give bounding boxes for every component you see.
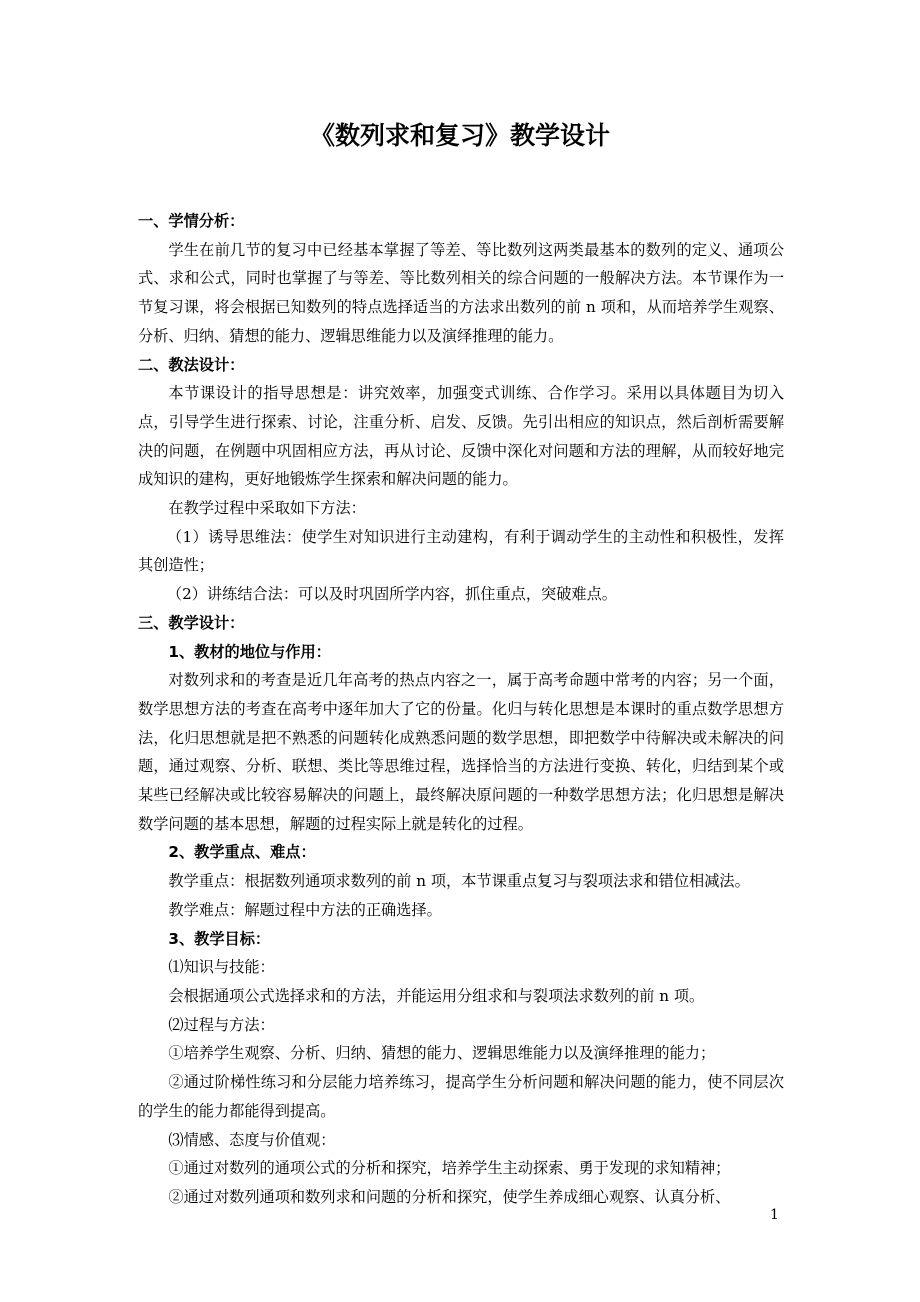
subheading-key-points: 2、教学重点、难点： xyxy=(168,843,316,862)
objective-attitude-heading: ⑶情感、态度与价值观： xyxy=(168,1130,336,1149)
objective-knowledge-text: 会根据通项公式选择求和的方法，并能运用分组求和与裂项法求数列的前 n 项。 xyxy=(168,986,705,1005)
paragraph-difficult-point: 教学难点：解题过程中方法的正确选择。 xyxy=(168,900,442,919)
paragraph-method-2: （2）讲练结合法：可以及时巩固所学内容，抓住重点，突破难点。 xyxy=(166,585,617,604)
objective-attitude-item-2: ②通过对数列通项和数列求和问题的分析和探究，使学生养成细心观察、认真分析、 xyxy=(168,1187,731,1206)
paragraph-teaching-method: 本节课设计的指导思想是：讲究效率，加强变式训练、合作学习。采用以具体题目为切入点，引导学生进行探索、讨论，注重分析、启发、反馈。先引出相应的知识点，然后剖析需要解决的问题，在例题中巩固相应方法，再从讨论、反馈中深化对问题和方法的理解，从而较好地完成知识的建构，更好地锻炼学生探索和解决问题的能力。 xyxy=(138,384,784,489)
section-heading-1: 一、学情分析： xyxy=(138,212,245,230)
objective-knowledge-heading: ⑴知识与技能： xyxy=(168,958,275,977)
objective-attitude-item-1: ①通过对数列的通项公式的分析和探究，培养学生主动探索、勇于发现的求知精神； xyxy=(168,1159,731,1178)
paragraph-key-point: 教学重点：根据数列通项求数列的前 n 项，本节课重点复习与裂项法求和错位相减法。 xyxy=(168,872,750,891)
section-heading-2: 二、教法设计： xyxy=(138,355,245,374)
paragraph-method-1: （1）诱导思维法：使学生对知识进行主动建构，有利于调动学生的主动性和积极性，发挥其创造性； xyxy=(138,527,784,575)
section-heading-3: 三、教学设计： xyxy=(138,613,245,632)
paragraph-methods-intro: 在教学过程中采取如下方法： xyxy=(168,499,366,518)
paragraph-student-analysis: 学生在前几节的复习中已经基本掌握了等差、等比数列这两类最基本的数列的定义、通项公式、求和公式，同时也掌握了与等差、等比数列相关的综合问题的一般解决方法。本节课作为一节复习课，将会根据已知数列的特点选择适当的方法求出数列的前 n 项和，从而培养学生观察、分析、归纳、猜想的能力、逻辑思维能力以及演绎推理的能力。 xyxy=(138,240,784,345)
paragraph-textbook-role: 对数列求和的考查是近几年高考的热点内容之一，属于高考命题中常考的内容；另一个面，数学思想方法的考查在高考中逐年加大了它的份量。化归与转化思想是本课时的重点数学思想方法，化归思想就是把不熟悉的问题转化成熟悉问题的数学思想，即把数学中待解决或未解决的问题，通过观察、分析、联想、类比等思维过程，选择恰当的方法进行变换、转化，归结到某个或某些已经解决或比较容易解决的问题上，最终解决原问题的一种数学思想方法；化归思想是解决数学问题的基本思想，解题的过程实际上就是转化的过程。 xyxy=(138,671,784,833)
document-body xyxy=(138,207,784,1212)
objective-process-item-1: ①培养学生观察、分析、归纳、猜想的能力、逻辑思维能力以及演绎推理的能力； xyxy=(168,1044,716,1063)
page-number: 1 xyxy=(770,1207,779,1223)
subheading-textbook-role: 1、教材的地位与作用： xyxy=(168,642,331,661)
objective-process-item-2: ②通过阶梯性练习和分层能力培养练习，提高学生分析问题和解决问题的能力，使不同层次的学生的能力都能得到提高。 xyxy=(138,1073,784,1120)
objective-process-heading: ⑵过程与方法： xyxy=(168,1015,275,1034)
subheading-objectives: 3、教学目标： xyxy=(168,929,271,948)
document-title: 《数列求和复习》教学设计 xyxy=(309,121,610,150)
